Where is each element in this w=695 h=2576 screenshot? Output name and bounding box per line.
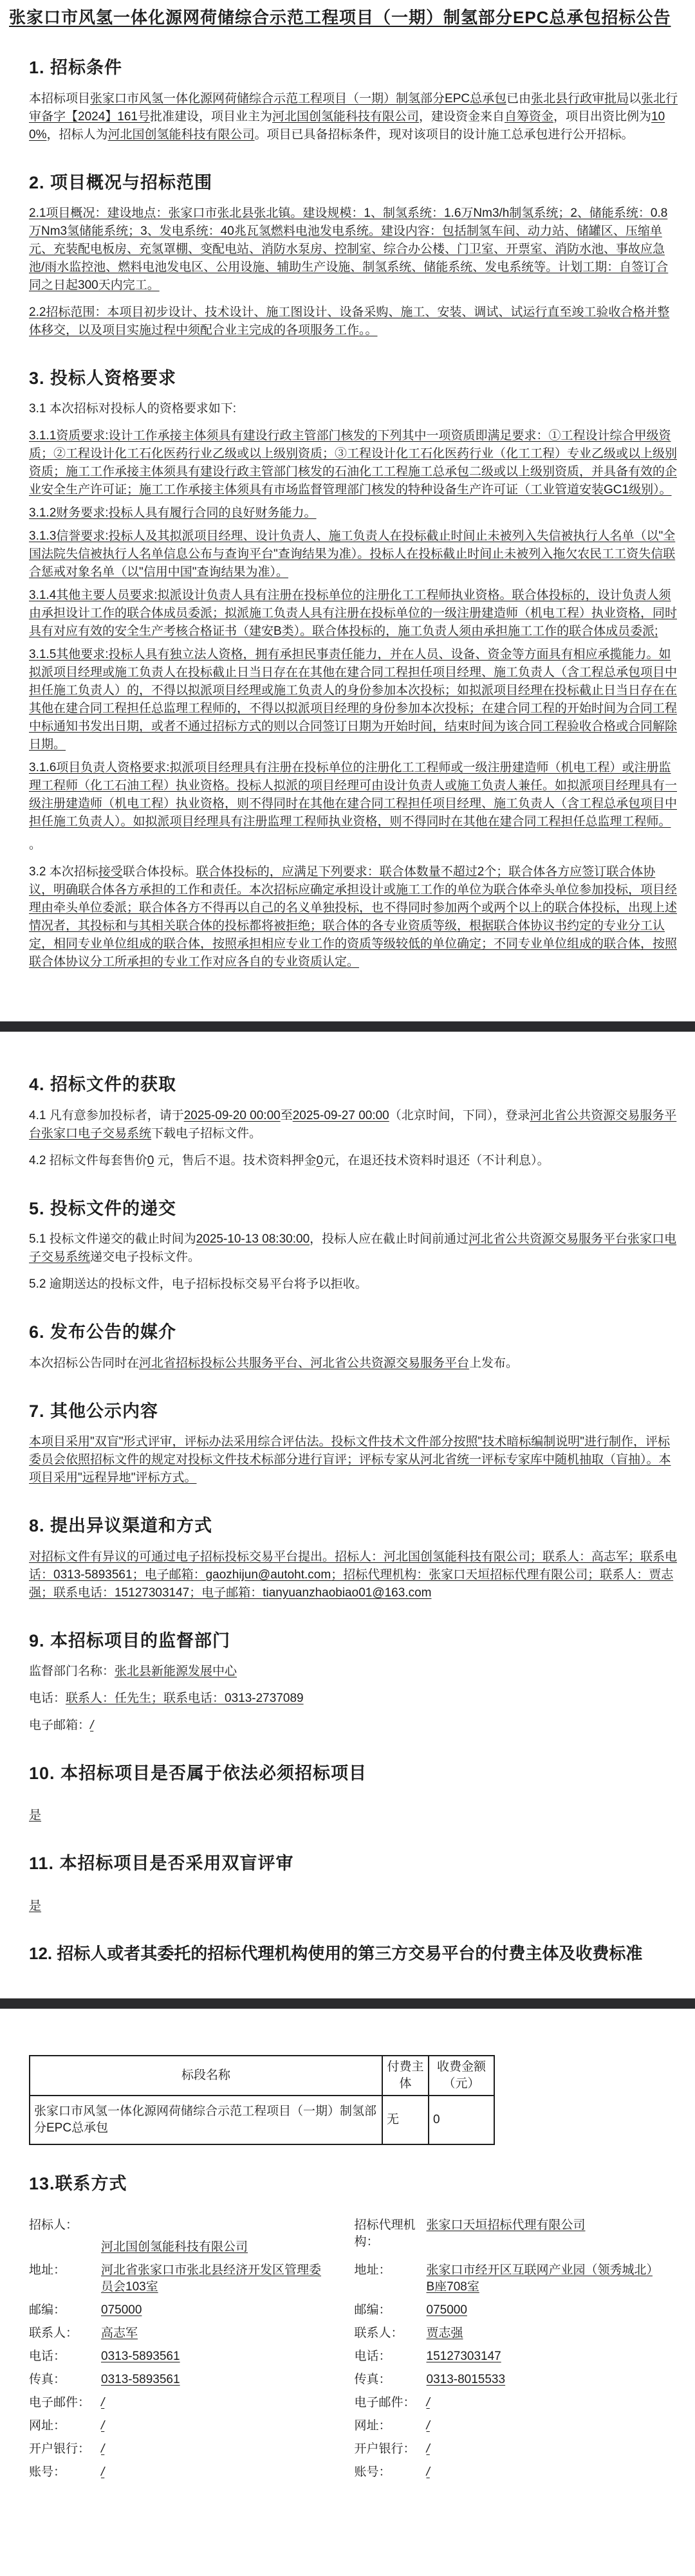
supervision-department-email: 电子邮箱：/	[29, 1719, 94, 1733]
section-3-1-6-paragraph: 3.1.6项目负责人资格要求:拟派项目经理具有注册在投标单位的注册化工工程师或一级注册建造师（机电工程）或注册监理工程师（化工石油工程）执业资格。投标人拟派的项目经理可由设计负责人或施工负责人兼任。如拟派项目经理具有一级注册建造师（机电工程）执业资格，则不得同时在其他在建合同工程担任项目经理、施工负责人（含工程总承包项目中担任施工负责人）。如拟派项目经理具有注册监理工程师执业资格，则不得同时在其他在建合同工程担任总监理工程师。	[29, 761, 678, 829]
tenderer-postcode-cell	[29, 2302, 355, 2319]
section-6-paragraph: 本次招标公告同时在河北省招标投标公共服务平台、河北省公共资源交易服务平台上发布。	[29, 1356, 519, 1370]
tenderer-account-cell	[29, 2464, 355, 2481]
section-4-heading: 4. 招标文件的获取	[29, 1075, 177, 1095]
agency-address-cell	[355, 2262, 680, 2296]
tenderer-fax-cell	[29, 2371, 355, 2388]
section-3-1-5-paragraph: 3.1.5其他要求:投标人具有独立法人资格，拥有承担民事责任能力，并在人员、设备、资金等方面具有相应承揽能力。如拟派项目经理或施工负责人在投标截止日当日存在在其他在建合同工程担任项目经理、施工负责人（含工程总承包项目中担任施工负责人）的，不得以拟派项目经理或施工负责人的身份参加本次投标；如拟派项目经理在投标截止日当日存在在其他在建合同工程担任总监理工程师的，不得以拟派项目经理的身份参加本次投标；在建合同工程的开始时间为合同工程中标通知书发出日期，或者不通过招标方式的则以合同签订日期为开始时间，结束时间为该合同工程验收合格或合同解除日期。	[29, 648, 678, 752]
document-body	[0, 56, 695, 971]
table-row	[30, 2096, 494, 2144]
section-5-2-paragraph: 5.2 逾期送达的投标文件，电子招标投标交易平台将予以拒收。	[29, 1277, 367, 1292]
tenderer-email-cell	[29, 2395, 355, 2411]
section-3-heading: 3. 投标人资格要求	[29, 368, 177, 388]
contact-row-phone	[29, 2348, 680, 2365]
account-label: 账号：	[354, 2465, 391, 2480]
section-2-1-paragraph: 2.1项目概况：建设地点：张家口市张北县张北镇。建设规模：1、制氢系统：1.6万Nm3/h制氢系统；2、储能系统：0.8万Nm3氢储能系统；3、发电系统：40兆瓦氢燃料电池发电系统。建设内容：包括制氢车间、动力站、储罐区、压缩单元、充装配电板房、充氢罩棚、变配电站、消防水泵房、控制室、综合办公楼、门卫室、开票室、消防水池、事故应急池/雨水监控池、燃料电池发电区、公用设施、辅助生产设施、制氢系统、储能系统、发电系统等。计划工期：自签订合同之日起300天内完工。	[29, 206, 669, 292]
section-3-1-1-paragraph: 3.1.1资质要求:设计工作承接主体须具有建设行政主管部门核发的下列其中一项资质即满足要求：①工程设计综合甲级资质；②工程设计化工石化医药行业乙级或以上级别资质；③工程设计化工石化医药行业（化工工程）专业乙级或以上级别资质；施工工作承接主体须具有建设行政主管部门核发的石油化工工程施工总承包二级或以上级别资质，并具备有效的企业安全生产许可证；施工工作承接主体须具有市场监督管理部门核发的特种设备生产许可证（工业管道安装GC1级别）。	[29, 429, 678, 497]
tenderer-address-value: 河北省张家口市张北县经济开发区管理委员会103室	[101, 2263, 322, 2294]
section-5-heading: 5. 投标文件的递交	[29, 1198, 177, 1218]
fee-table-header-section-name: 标段名称	[30, 2056, 382, 2096]
tenderer-account-value: /	[101, 2465, 105, 2480]
fee-table-cell-payer: 无	[382, 2096, 429, 2144]
contact-person-label: 联系人：	[354, 2326, 403, 2341]
tenderer-phone-value: 0313-5893561	[101, 2350, 180, 2364]
tenderer-email-value: /	[101, 2396, 105, 2410]
agency-person-value: 贾志强	[426, 2326, 463, 2341]
tenderer-name-cell	[29, 2217, 355, 2256]
tenderer-label: 招标人：	[29, 2218, 79, 2233]
section-3-2-paragraph: 3.2 本次招标接受联合体投标。联合体投标的，应满足下列要求：联合体数量不超过2个；联合体各方应签订联合体协议，明确联合体各方承担的工作和责任。本次招标应确定承担设计或施工工作的单位为联合体牵头单位参加投标，项目经理由牵头单位委派；联合体各方不得再以自己的名义单独投标，也不得同时参加两个或两个以上的联合体投标，出现上述情况者，其投标和与其相关联合体的投标都将被拒绝；联合体的各专业资质等级，根据联合体协议书约定的专业分工认定，相同专业单位组成的联合体，按照承担相应专业工作的资质等级较低的单位确定；不同专业单位组成的联合体，按照联合体协议分工所承担的专业工作对应各自的专业资质认定。	[29, 865, 678, 969]
agency-postcode-value: 075000	[426, 2303, 467, 2317]
agency-phone-value: 15127303147	[426, 2350, 501, 2364]
fee-table-header-amount: 收费金额（元）	[429, 2056, 494, 2096]
contact-person-label: 联系人：	[29, 2326, 79, 2341]
contact-row-person	[29, 2325, 680, 2342]
section-2-heading: 2. 项目概况与招标范围	[29, 172, 213, 192]
section-9-heading: 9. 本招标项目的监督部门	[29, 1631, 231, 1650]
agency-fax-value: 0313-8015533	[426, 2373, 506, 2387]
contact-row-fax	[29, 2371, 680, 2388]
fee-table-cell-section-name: 张家口市风氢一体化源网荷储综合示范工程项目（一期）制氢部分EPC总承包	[30, 2096, 382, 2144]
tenderer-fax-value: 0313-5893561	[101, 2373, 180, 2387]
tenderer-bank-value: /	[101, 2442, 105, 2456]
account-label: 账号：	[29, 2465, 66, 2480]
section-3-1-3-paragraph: 3.1.3信誉要求:投标人及其拟派项目经理、设计负责人、施工负责人在投标截止时间止未被列入失信被执行人名单（以"全国法院失信被执行人名单信息公布与查询平台"查询结果为准）。投标人在投标截止时间止未被列入拖欠农民工工资失信联合惩戒对象名单（以"信用中国"查询结果为准）。	[29, 529, 676, 580]
agency-person-cell	[355, 2325, 680, 2342]
section-3-1-paragraph: 3.1 本次招标对投标人的资格要求如下:	[29, 402, 236, 416]
page-separator-2	[0, 1998, 695, 2009]
supervision-department-name: 监督部门名称：张北县新能源发展中心	[29, 1665, 237, 1679]
contact-row-account	[29, 2464, 680, 2481]
agency-fax-cell	[355, 2371, 680, 2388]
agency-name-cell	[355, 2217, 680, 2256]
tenderer-postcode-value: 075000	[101, 2303, 142, 2317]
phone-label: 电话：	[29, 2350, 66, 2364]
page-separator-1	[0, 1021, 695, 1032]
contact-row-address	[29, 2262, 680, 2296]
agency-account-value: /	[426, 2465, 430, 2480]
bank-label: 开户银行：	[29, 2442, 91, 2456]
fax-label: 传真：	[29, 2373, 66, 2387]
contact-row-bank	[29, 2441, 680, 2458]
document-body-3	[0, 2055, 695, 2481]
agency-website-cell	[355, 2418, 680, 2434]
section-1-heading: 1. 招标条件	[29, 58, 123, 78]
section-8-heading: 8. 提出异议渠道和方式	[29, 1516, 213, 1536]
email-label: 电子邮件：	[354, 2396, 416, 2410]
contact-row-name	[29, 2217, 680, 2256]
section-11-heading: 11. 本招标项目是否采用双盲评审	[29, 1854, 294, 1874]
agency-account-cell	[355, 2464, 680, 2481]
agency-email-value: /	[426, 2396, 430, 2410]
tenderer-bank-cell	[29, 2441, 355, 2458]
agency-bank-cell	[355, 2441, 680, 2458]
postcode-label: 邮编：	[29, 2303, 66, 2317]
supervision-department-phone: 电话：联系人：任先生；联系电话：0313-2737089	[29, 1692, 304, 1706]
tenderer-person-cell	[29, 2325, 355, 2342]
agency-label: 招标代理机构：	[354, 2218, 416, 2249]
page-title: 张家口市风氢一体化源网荷储综合示范工程项目（一期）制氢部分EPC总承包招标公告	[9, 8, 671, 27]
section-10-answer: 是	[29, 1809, 42, 1823]
contact-row-email	[29, 2395, 680, 2411]
section-5-1-paragraph: 5.1 投标文件递交的截止时间为2025-10-13 08:30:00，投标人应在截止时间前通过河北省公共资源交易服务平台张家口电子交易系统递交电子投标文件。	[29, 1232, 677, 1265]
section-6-heading: 6. 发布公告的媒介	[29, 1322, 177, 1342]
bank-label: 开户银行：	[354, 2442, 416, 2456]
section-13-heading: 13.联系方式	[29, 2174, 127, 2193]
tenderer-address-cell	[29, 2262, 355, 2296]
postcode-label: 邮编：	[354, 2303, 391, 2317]
document-body-2	[0, 1073, 695, 1965]
agency-address-value: 张家口市经开区互联网产业园（领秀城北）B座708室	[426, 2263, 653, 2294]
section-4-1-paragraph: 4.1 凡有意参加投标者，请于2025-09-20 00:00至2025-09-27 00:00（北京时间，下同），登录河北省公共资源交易服务平台张家口电子交易系统下载电子招标文件。	[29, 1108, 677, 1140]
fee-table	[29, 2055, 495, 2145]
tenderer-person-value: 高志军	[101, 2326, 138, 2341]
agency-bank-value: /	[426, 2442, 430, 2456]
address-label: 地址：	[29, 2263, 66, 2278]
fee-table-header-payer: 付费主体	[382, 2056, 429, 2096]
email-label: 电子邮件：	[29, 2396, 91, 2410]
website-label: 网址：	[354, 2419, 391, 2433]
section-2-2-paragraph: 2.2招标范围：本项目初步设计、技术设计、施工图设计、设备采购、施工、安装、调试、试运行直至竣工验收合格并整体移交，以及项目实施过程中须配合业主完成的各项服务工作。。	[29, 305, 670, 337]
agency-postcode-cell	[355, 2302, 680, 2319]
section-12-heading: 12. 招标人或者其委托的招标代理机构使用的第三方交易平台的付费主体及收费标准	[29, 1943, 643, 1963]
fee-table-header-row	[30, 2056, 494, 2096]
section-10-heading: 10. 本招标项目是否属于依法必须招标项目	[29, 1764, 367, 1784]
section-7-heading: 7. 其他公示内容	[29, 1401, 159, 1421]
contact-grid	[29, 2217, 680, 2481]
tenderer-name-value: 河北国创氢能科技有限公司	[101, 2240, 248, 2254]
section-3-1-4-paragraph: 3.1.4其他主要人员要求:拟派设计负责人具有注册在投标单位的注册化工工程师执业资格。联合体投标的，设计负责人须由承担设计工作的联合体成员委派；拟派施工负责人具有注册在投标单位的一级注册建造师（机电工程）执业资格，同时具有对应有效的安全生产考核合格证书（建安B类）。联合体投标的，施工负责人须由承担施工工作的联合体成员委派;	[29, 589, 678, 639]
section-4-2-paragraph: 4.2 招标文件每套售价0 元，售后不退。技术资料押金0元，在退还技术资料时退还（不计利息）。	[29, 1153, 550, 1167]
agency-website-value: /	[426, 2419, 430, 2433]
agency-email-cell	[355, 2395, 680, 2411]
tenderer-phone-cell	[29, 2348, 355, 2365]
fax-label: 传真：	[354, 2373, 391, 2387]
website-label: 网址：	[29, 2419, 66, 2433]
section-1-paragraph: 本招标项目张家口市风氢一体化源网荷储综合示范工程项目（一期）制氢部分EPC总承包已由张北县行政审批局以张北行审备字【2024】161号批准建设，项目业主为河北国创氢能科技有限公司，建设资金来自自筹资金，项目出资比例为100%，招标人为河北国创氢能科技有限公司。项目已具备招标条件，现对该项目的设计施工总承包进行公开招标。	[29, 91, 678, 142]
contact-row-postcode	[29, 2302, 680, 2319]
stray-period: 。	[29, 838, 42, 852]
fee-table-cell-amount: 0	[429, 2096, 494, 2144]
section-7-paragraph: 本项目采用"双盲"形式评审，评标办法采用综合评估法。投标文件技术文件部分按照"技术暗标编制说明"进行制作，评标委员会依照招标文件的规定对投标文件技术标部分进行盲评；评标专家从河北省统一评标专家库中随机抽取（盲抽）。本项目采用"远程异地"评标方式。	[29, 1435, 671, 1485]
agency-name-value: 张家口天垣招标代理有限公司	[426, 2218, 586, 2233]
section-8-paragraph: 对招标文件有异议的可通过电子招标投标交易平台提出。招标人：河北国创氢能科技有限公司；联系人：高志军；联系电话：0313-5893561；电子邮箱：gaozhijun@autoht.com；招标代理机构：张家口天垣招标代理有限公司；联系人：贾志强；联系电话：15127303147；电子邮箱：tianyuanzhaobiao01@163.com	[29, 1549, 678, 1600]
section-11-answer: 是	[29, 1899, 42, 1913]
tenderer-website-cell	[29, 2418, 355, 2434]
section-3-1-2-paragraph: 3.1.2财务要求:投标人具有履行合同的良好财务能力。	[29, 506, 317, 520]
address-label: 地址：	[354, 2263, 391, 2278]
agency-phone-cell	[355, 2348, 680, 2365]
phone-label: 电话：	[354, 2350, 391, 2364]
tenderer-website-value: /	[101, 2419, 105, 2433]
contact-row-website	[29, 2418, 680, 2434]
